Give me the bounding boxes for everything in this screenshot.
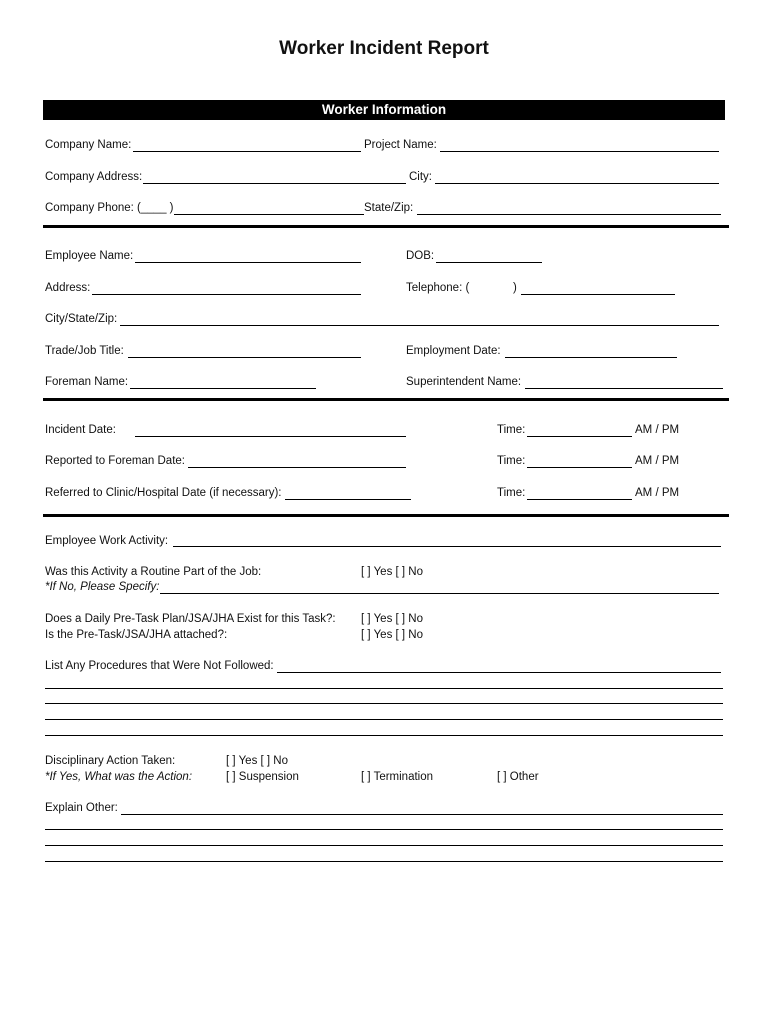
time-label: Time: (497, 424, 526, 436)
section-divider (43, 514, 729, 517)
telephone-field[interactable] (521, 294, 675, 295)
project-name-label: Project Name: (364, 139, 437, 151)
page-title: Worker Incident Report (279, 38, 489, 59)
section-divider (43, 398, 729, 401)
reported-date-field[interactable] (188, 467, 406, 468)
project-name-field[interactable] (440, 151, 719, 152)
company-address-field[interactable] (143, 183, 406, 184)
incident-date-label: Incident Date: (45, 424, 116, 436)
other-checkbox[interactable]: [ ] Other (497, 771, 539, 783)
procedures-label: List Any Procedures that Were Not Followed: (45, 660, 274, 672)
if-no-label: *If No, Please Specify: (45, 581, 160, 593)
explain-other-label: Explain Other: (45, 802, 118, 814)
time-label: Time: (497, 487, 526, 499)
dob-field[interactable] (436, 262, 542, 263)
ampm-label: AM / PM (635, 455, 680, 467)
referred-time-field[interactable] (527, 499, 632, 500)
telephone-label: Telephone: ( (406, 282, 470, 294)
work-activity-label: Employee Work Activity: (45, 535, 169, 547)
ampm-label: AM / PM (635, 424, 680, 436)
attached-yes-no[interactable]: [ ] Yes [ ] No (361, 629, 424, 641)
section-header: Worker Information (43, 100, 725, 120)
explain-other-field[interactable] (121, 814, 723, 815)
reported-time-field[interactable] (527, 467, 632, 468)
trade-field[interactable] (128, 357, 361, 358)
state-zip-label: State/Zip: (364, 202, 414, 214)
company-name-field[interactable] (133, 151, 361, 152)
superintendent-field[interactable] (525, 388, 723, 389)
superintendent-label: Superintendent Name: (406, 376, 522, 388)
city-label: City: (409, 171, 432, 183)
procedures-line[interactable] (45, 735, 723, 736)
suspension-checkbox[interactable]: [ ] Suspension (226, 771, 299, 783)
address-field[interactable] (92, 294, 361, 295)
procedures-line[interactable] (45, 688, 723, 689)
foreman-field[interactable] (130, 388, 316, 389)
company-phone-label: Company Phone: (____ ) (45, 202, 174, 214)
section-divider (43, 225, 729, 228)
address-label: Address: (45, 282, 91, 294)
explain-other-line[interactable] (45, 829, 723, 830)
if-yes-label: *If Yes, What was the Action: (45, 771, 193, 783)
routine-label: Was this Activity a Routine Part of the Job: (45, 566, 262, 578)
incident-time-field[interactable] (527, 436, 632, 437)
referred-date-field[interactable] (285, 499, 411, 500)
city-field[interactable] (435, 183, 719, 184)
company-name-label: Company Name: (45, 139, 132, 151)
telephone-close: ) (513, 282, 517, 294)
procedures-line[interactable] (45, 719, 723, 720)
ampm-label: AM / PM (635, 487, 680, 499)
attached-label: Is the Pre-Task/JSA/JHA attached?: (45, 629, 228, 641)
state-zip-field[interactable] (417, 214, 721, 215)
employee-name-field[interactable] (135, 262, 361, 263)
time-label: Time: (497, 455, 526, 467)
dob-label: DOB: (406, 250, 435, 262)
termination-checkbox[interactable]: [ ] Termination (361, 771, 434, 783)
company-phone-field[interactable] (174, 214, 364, 215)
city-state-zip-field[interactable] (120, 325, 719, 326)
if-no-field[interactable] (160, 593, 719, 594)
reported-label: Reported to Foreman Date: (45, 455, 185, 467)
trade-label: Trade/Job Title: (45, 345, 124, 357)
pretask-yes-no[interactable]: [ ] Yes [ ] No (361, 613, 424, 625)
company-address-label: Company Address: (45, 171, 143, 183)
procedures-field[interactable] (277, 672, 721, 673)
explain-other-line[interactable] (45, 861, 723, 862)
disciplinary-label: Disciplinary Action Taken: (45, 755, 176, 767)
work-activity-field[interactable] (173, 546, 721, 547)
explain-other-line[interactable] (45, 845, 723, 846)
disciplinary-yes-no[interactable]: [ ] Yes [ ] No (226, 755, 289, 767)
city-state-zip-label: City/State/Zip: (45, 313, 118, 325)
employment-date-label: Employment Date: (406, 345, 501, 357)
incident-date-field[interactable] (135, 436, 406, 437)
procedures-line[interactable] (45, 703, 723, 704)
routine-yes-no[interactable]: [ ] Yes [ ] No (361, 566, 424, 578)
employee-name-label: Employee Name: (45, 250, 134, 262)
employment-date-field[interactable] (505, 357, 677, 358)
referred-label: Referred to Clinic/Hospital Date (if necessary): (45, 487, 282, 499)
foreman-label: Foreman Name: (45, 376, 129, 388)
pretask-label: Does a Daily Pre-Task Plan/JSA/JHA Exist for this Task?: (45, 613, 336, 625)
